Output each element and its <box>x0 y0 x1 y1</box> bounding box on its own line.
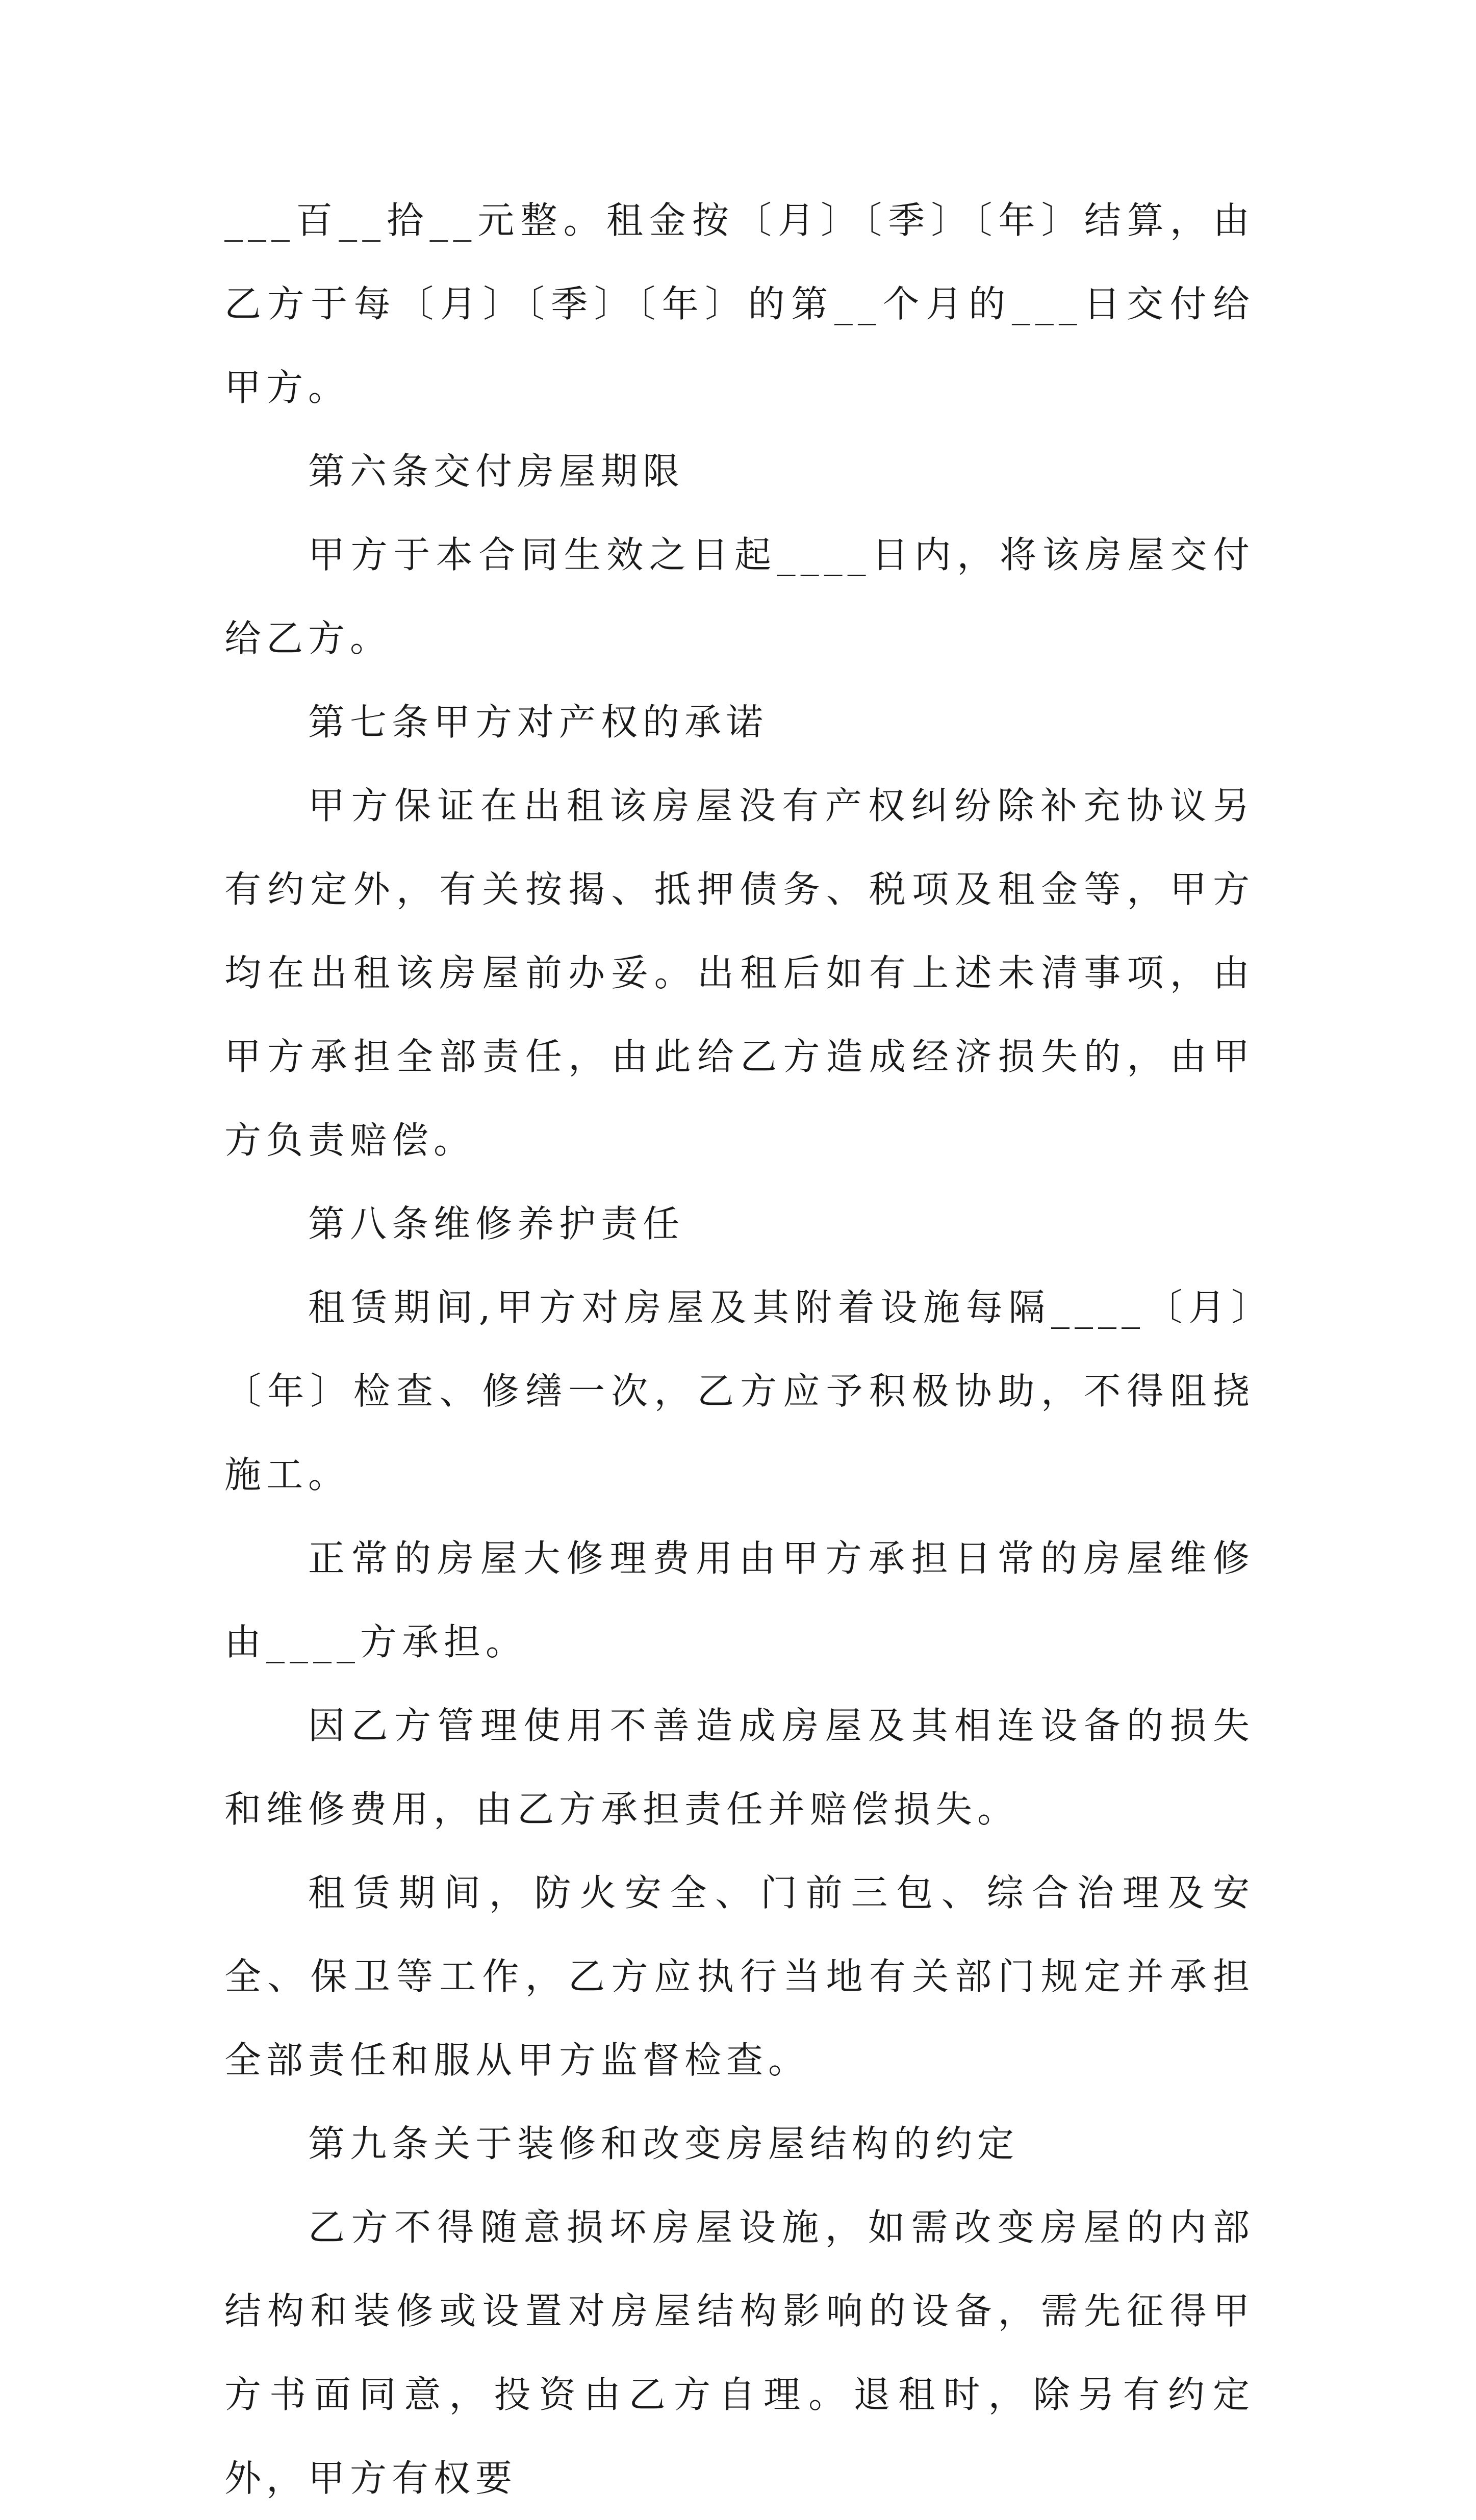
paragraph-renovation: 乙方不得随意损坏房屋设施，如需改变房屋的内部结构和装修或设置对房屋结构影响的设备，需先征得甲方书面同意，投资由乙方自理。退租时，除另有约定外，甲方有权要 <box>224 2206 1255 2500</box>
document-body <box>224 178 1255 2520</box>
heading-article-8: 第八条维修养护责任 <box>308 1202 685 1245</box>
paragraph-rent-amount: ___百__拾__元整。租金按〔月〕〔季〕〔年〕结算，由乙方于每〔月〕〔季〕〔年〕的第__个月的___日交付给甲方。 <box>224 199 1255 409</box>
paragraph-inspection: 租赁期间,甲方对房屋及其附着设施每隔____〔月〕〔年〕检查、修缮一次，乙方应予积极协助，不得阻挠施工。 <box>224 1286 1255 1496</box>
heading-article-7: 第七条甲方对产权的承诺 <box>308 701 769 743</box>
paragraph-damage-liability: 因乙方管理使用不善造成房屋及其相连设备的损失和维修费用，由乙方承担责任并赔偿损失。 <box>224 1704 1255 1831</box>
paragraph-safety-duties: 租赁期间，防火安全、门前三包、综合治理及安全、保卫等工作，乙方应执行当地有关部门规定并承担全部责任和服从甲方监督检查。 <box>224 1871 1255 2081</box>
paragraph-repair-costs: 正常的房屋大修理费用由甲方承担日常的房屋维修由____方承担。 <box>224 1537 1255 1663</box>
heading-article-6: 第六条交付房屋期限 <box>308 450 685 493</box>
paragraph-property-rights: 甲方保证在出租该房屋没有产权纠纷除补充协议另有约定外，有关按揭、抵押债务、税项及租金等，甲方均在出租该房屋前办妥。出租后如有上述未清事项，由甲方承担全部责任，由此给乙方造成经济损失的，由甲方负责赔偿。 <box>224 784 1255 1162</box>
paragraph-handover-period: 甲方于本合同生效之日起____日内，将该房屋交付给乙方。 <box>224 533 1255 660</box>
heading-article-9: 第九条关于装修和改变房屋结构的约定 <box>308 2122 1020 2165</box>
